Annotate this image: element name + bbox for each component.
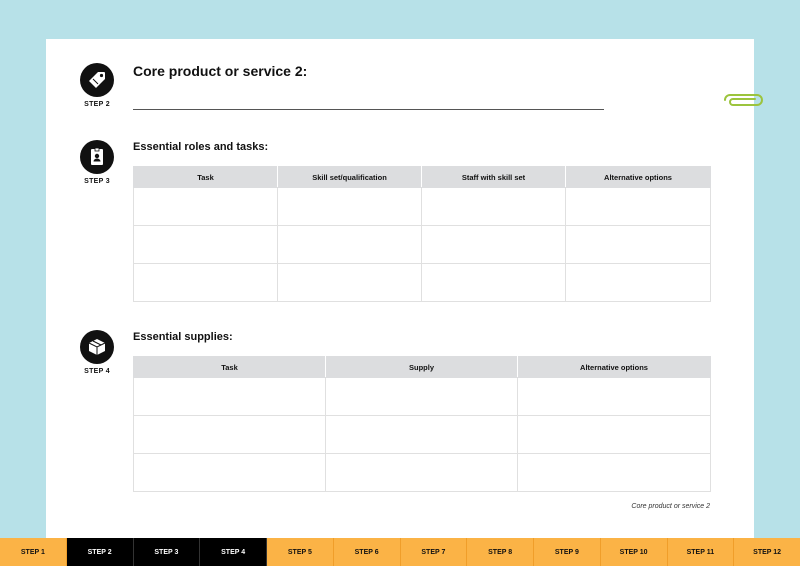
table-row: [134, 226, 711, 264]
step-4-label: STEP 4: [84, 368, 110, 375]
table-cell[interactable]: [326, 378, 518, 416]
table-cell[interactable]: [518, 378, 711, 416]
step-navigation-bar: [0, 538, 800, 566]
table-cell[interactable]: [134, 188, 278, 226]
column-header: Task: [134, 357, 326, 378]
table-cell[interactable]: [134, 264, 278, 302]
table-cell[interactable]: [422, 188, 566, 226]
step-tab-1[interactable]: STEP 1: [0, 538, 67, 566]
roles-tasks-heading: Essential roles and tasks:: [133, 141, 269, 153]
table-row: [134, 378, 711, 416]
step-tab-8[interactable]: STEP 8: [467, 538, 534, 566]
table-cell[interactable]: [518, 454, 711, 492]
core-product-input-line[interactable]: [133, 109, 604, 110]
step-tab-10[interactable]: STEP 10: [601, 538, 668, 566]
table-cell[interactable]: [326, 454, 518, 492]
paperclip-icon: [721, 93, 763, 107]
step-tab-11[interactable]: STEP 11: [668, 538, 735, 566]
table-cell[interactable]: [566, 264, 711, 302]
step-tab-12[interactable]: STEP 12: [734, 538, 800, 566]
column-header: Alternative options: [518, 357, 711, 378]
table-cell[interactable]: [134, 226, 278, 264]
table-cell[interactable]: [422, 226, 566, 264]
table-cell[interactable]: [566, 188, 711, 226]
step-tab-2[interactable]: STEP 2: [67, 538, 134, 566]
column-header: Task: [134, 167, 278, 188]
table-cell[interactable]: [134, 378, 326, 416]
table-cell[interactable]: [422, 264, 566, 302]
step-tab-4[interactable]: STEP 4: [200, 538, 267, 566]
table-cell[interactable]: [278, 226, 422, 264]
table-cell[interactable]: [134, 454, 326, 492]
column-header: Staff with skill set: [422, 167, 566, 188]
step-tab-5[interactable]: STEP 5: [267, 538, 334, 566]
step-2-label: STEP 2: [84, 101, 110, 108]
step-tab-3[interactable]: STEP 3: [134, 538, 201, 566]
table-row: [134, 416, 711, 454]
supplies-table: [133, 356, 711, 492]
column-header: Supply: [326, 357, 518, 378]
table-cell[interactable]: [326, 416, 518, 454]
page-footnote: Core product or service 2: [631, 503, 710, 510]
table-row: [134, 264, 711, 302]
core-product-heading: Core product or service 2:: [133, 63, 308, 79]
step-tab-7[interactable]: STEP 7: [401, 538, 468, 566]
roles-tasks-table: [133, 166, 711, 302]
table-row: [134, 454, 711, 492]
table-cell[interactable]: [278, 188, 422, 226]
table-cell[interactable]: [566, 226, 711, 264]
step-3-label: STEP 3: [84, 178, 110, 185]
price-tag-icon: [80, 63, 114, 97]
supplies-heading: Essential supplies:: [133, 331, 233, 343]
step-tab-6[interactable]: STEP 6: [334, 538, 401, 566]
table-row: [134, 188, 711, 226]
id-badge-icon: [80, 140, 114, 174]
table-cell[interactable]: [134, 416, 326, 454]
column-header: Skill set/qualification: [278, 167, 422, 188]
box-icon: [80, 330, 114, 364]
table-cell[interactable]: [278, 264, 422, 302]
step-tab-9[interactable]: STEP 9: [534, 538, 601, 566]
column-header: Alternative options: [566, 167, 711, 188]
table-cell[interactable]: [518, 416, 711, 454]
